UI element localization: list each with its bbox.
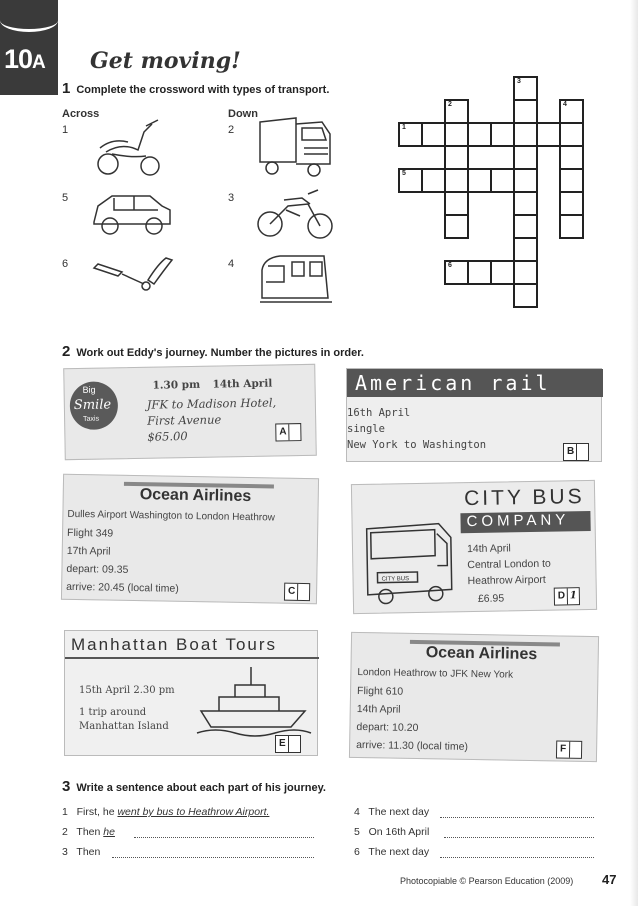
taxi-address: First Avenue: [147, 412, 222, 428]
across-label: Across: [62, 108, 100, 120]
answer-box-f[interactable]: F: [556, 740, 582, 758]
flight-arrive-2: arrive: 11.30 (local time): [356, 738, 469, 753]
flight-date-2: 14th April: [356, 702, 401, 716]
flight-depart-2: depart: 10.20: [356, 720, 419, 735]
crossword-cell[interactable]: [513, 145, 538, 170]
across-clue-1: 1: [62, 124, 69, 136]
boat-date: 15th April 2.30 pm: [79, 685, 175, 696]
flight-route: Dulles Airport Washington to London Heathrow: [67, 508, 276, 524]
motorbike-icon: [254, 180, 336, 242]
answer-box-e[interactable]: E: [275, 735, 301, 753]
taxi-date: 14th April: [212, 377, 273, 391]
flight-arrive: arrive: 20.45 (local time): [66, 580, 179, 595]
sentence-5-line[interactable]: [444, 826, 594, 838]
truck-icon: [256, 112, 334, 178]
bus-route-2: Heathrow Airport: [467, 573, 546, 588]
answer-d-value: 1: [569, 590, 577, 602]
ticket-boat-tours: [64, 630, 318, 756]
ticket-ocean-airlines-1: [61, 474, 319, 604]
answer-box-a[interactable]: A: [275, 423, 301, 441]
crossword-cell[interactable]: [559, 99, 584, 124]
crossword-cell[interactable]: [444, 122, 469, 147]
crossword-cell-number: 6: [448, 262, 452, 269]
down-clue-2: 2: [228, 124, 235, 136]
crossword-cell[interactable]: [559, 168, 584, 193]
train-icon: [256, 252, 336, 306]
crossword-cell[interactable]: [467, 122, 492, 147]
boat-rule: [65, 657, 319, 659]
ticket-city-bus: [351, 480, 597, 614]
down-clue-3: 3: [228, 192, 235, 204]
handlebar-icon: [88, 250, 180, 294]
bus-brand-2: COMPANY: [460, 511, 590, 533]
crossword-cell[interactable]: [513, 191, 538, 216]
flight-route-2: London Heathrow to JFK New York: [357, 666, 514, 681]
crossword-cell-number: 4: [563, 101, 567, 108]
crossword-cell[interactable]: [490, 122, 515, 147]
crossword-cell[interactable]: [444, 214, 469, 239]
copyright-footer: Photocopiable © Pearson Education (2009): [400, 876, 574, 886]
crossword-cell[interactable]: [398, 168, 423, 193]
answer-box-d[interactable]: D 1: [554, 587, 580, 605]
crossword-cell[interactable]: [490, 168, 515, 193]
ticket-ocean-airlines-2: [349, 632, 599, 762]
down-label: Down: [228, 108, 258, 120]
sentence-4: 4 The next day: [354, 806, 430, 818]
sentence-6-line[interactable]: [440, 846, 594, 858]
bus-date: 14th April: [466, 542, 511, 556]
flight-date: 17th April: [66, 544, 111, 558]
down-clue-4: 4: [228, 258, 235, 270]
crossword-cell[interactable]: [444, 260, 469, 285]
crossword-cell[interactable]: [398, 122, 423, 147]
sentence-4-line[interactable]: [440, 806, 594, 818]
svg-text:Smile: Smile: [73, 397, 112, 414]
crossword-cell[interactable]: [444, 168, 469, 193]
rail-route: New York to Washington: [347, 439, 487, 451]
flight-number: Flight 349: [66, 526, 114, 540]
answer-box-b[interactable]: B: [563, 443, 589, 461]
bus-price: £6.95: [477, 592, 505, 605]
big-smile-logo: [68, 372, 119, 439]
page-edge: [630, 0, 638, 906]
crossword-cell[interactable]: [513, 260, 538, 285]
taxi-route: JFK to Madison Hotel,: [146, 395, 277, 412]
crossword-cell[interactable]: [536, 122, 561, 147]
crossword-cell[interactable]: [421, 168, 446, 193]
bus-route-1: Central London to: [467, 557, 551, 572]
sentence-2-line[interactable]: [134, 826, 314, 838]
crossword-cell[interactable]: [467, 260, 492, 285]
crossword-cell[interactable]: [490, 260, 515, 285]
tab-swoosh: [0, 8, 58, 32]
sentence-5: 5 On 16th April: [354, 826, 430, 838]
crossword-cell-number: 2: [448, 101, 452, 108]
crossword-cell[interactable]: [513, 122, 538, 147]
crossword-cell-number: 5: [402, 170, 406, 177]
crossword-cell[interactable]: [513, 283, 538, 308]
unit-tab: [0, 0, 58, 95]
crossword-cell[interactable]: [444, 145, 469, 170]
flight-depart: depart: 09.35: [66, 562, 129, 576]
crossword-cell[interactable]: [467, 168, 492, 193]
ticket-taxi: [63, 364, 317, 460]
crossword-cell[interactable]: [559, 122, 584, 147]
boat-line2: Manhattan Island: [79, 721, 169, 732]
rail-header: [347, 369, 603, 397]
sentence-6: 6 The next day: [354, 846, 430, 858]
unit-number: 10A: [4, 44, 45, 74]
bus-icon: [358, 517, 460, 607]
crossword-cell-number: 1: [402, 124, 406, 131]
rail-date: 16th April: [347, 407, 411, 419]
airline-brand: Ocean Airlines: [139, 486, 252, 506]
crossword-cell-number: 3: [517, 78, 521, 85]
svg-text:Taxis: Taxis: [83, 415, 100, 423]
flight-number-2: Flight 610: [356, 684, 404, 698]
crossword-cell[interactable]: [559, 145, 584, 170]
ticket-rail: [346, 368, 602, 462]
crossword-cell[interactable]: [559, 214, 584, 239]
sentence-1-answer: went by bus to Heathrow Airport.: [117, 806, 270, 818]
answer-box-c[interactable]: C: [284, 583, 310, 601]
across-clue-5: 5: [62, 192, 69, 204]
exercise1-instruction: 1 Complete the crossword with types of transport.: [62, 80, 330, 97]
exercise2-instruction: 2 Work out Eddy's journey. Number the pictures in order.: [62, 343, 364, 360]
sentence-1: 1 First, he went by bus to Heathrow Airport.: [62, 806, 270, 818]
crossword-cell[interactable]: [513, 237, 538, 262]
boat-line1: 1 trip around: [79, 707, 147, 718]
page-number: 47: [602, 872, 617, 887]
svg-text:Big: Big: [82, 384, 96, 395]
crossword-cell[interactable]: [513, 214, 538, 239]
crossword-cell[interactable]: [513, 99, 538, 124]
sentence-2-answer: he: [103, 826, 115, 838]
exercise3-instruction: 3 Write a sentence about each part of his journey.: [62, 778, 326, 795]
sentence-3-line[interactable]: [112, 846, 314, 858]
page-title: Get moving!: [90, 48, 241, 74]
car-icon: [90, 184, 174, 242]
sentence-3: 3 Then: [62, 846, 101, 858]
boat-icon: [195, 661, 313, 739]
crossword-cell[interactable]: [513, 76, 538, 101]
crossword-cell[interactable]: [421, 122, 446, 147]
svg-text:CITY BUS: CITY BUS: [381, 576, 410, 583]
crossword-cell[interactable]: [513, 168, 538, 193]
scooter-icon: [92, 112, 164, 180]
boat-brand: Manhattan Boat Tours: [71, 635, 278, 654]
bus-brand-1: CITY BUS: [463, 485, 585, 511]
crossword-cell[interactable]: [559, 191, 584, 216]
sentence-2: 2 Then he: [62, 826, 115, 838]
crossword-cell[interactable]: [444, 191, 469, 216]
rail-type: single: [347, 423, 385, 435]
across-clue-6: 6: [62, 258, 69, 270]
airline-brand-2: Ocean Airlines: [425, 644, 538, 664]
rail-brand: American rail: [355, 371, 551, 395]
taxi-price: $65.00: [147, 429, 188, 444]
crossword-cell[interactable]: [444, 99, 469, 124]
taxi-time: 1.30 pm: [152, 378, 201, 392]
